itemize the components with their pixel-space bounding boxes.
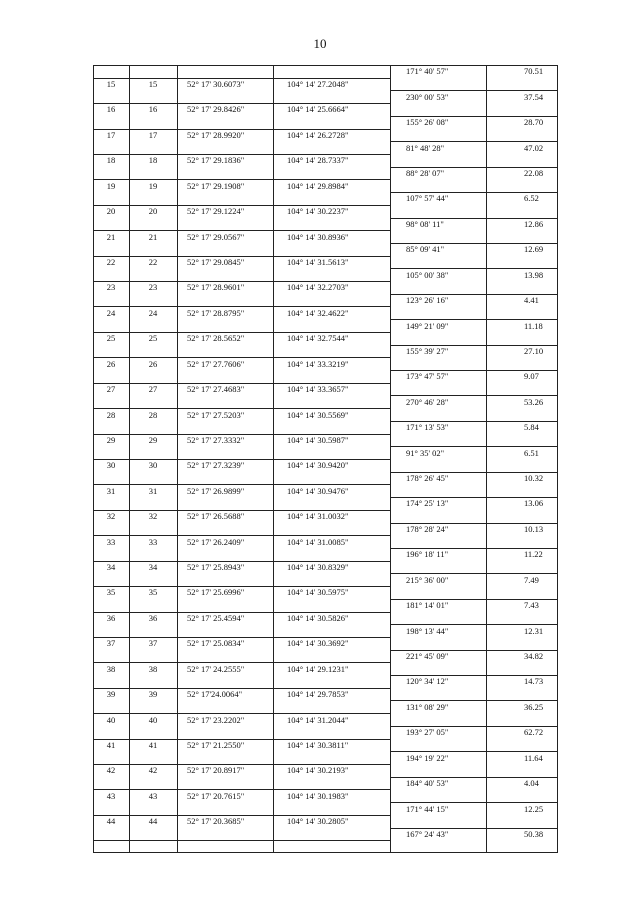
- bearing-cell: 85° 09' 41": [406, 244, 445, 254]
- distance-cell: 53.26: [524, 397, 544, 407]
- latitude-cell: 52° 17' 29.1224": [187, 206, 245, 216]
- latitude-cell: 52° 17' 29.0845": [187, 257, 245, 267]
- latitude-cell: 52° 17' 28.5652": [187, 333, 245, 343]
- latitude-cell: 52° 17' 29.1836": [187, 155, 245, 165]
- table-row-rule: [390, 700, 558, 701]
- point-number-alt: 31: [148, 486, 158, 496]
- longitude-cell: 104° 14' 29.8984": [287, 181, 349, 191]
- longitude-cell: 104° 14' 29.1231": [287, 664, 349, 674]
- table-row-rule: [93, 535, 390, 536]
- point-number: 18: [106, 155, 116, 165]
- distance-cell: 7.43: [524, 600, 539, 610]
- point-number: 15: [106, 79, 116, 89]
- longitude-cell: 104° 14' 31.0032": [287, 511, 349, 521]
- distance-cell: 11.64: [524, 753, 543, 763]
- point-number-alt: 34: [148, 562, 158, 572]
- latitude-cell: 52° 17' 20.8917": [187, 765, 245, 775]
- table-vertical-rule: [486, 65, 487, 853]
- latitude-cell: 52° 17' 29.0567": [187, 232, 245, 242]
- point-number: 40: [106, 715, 116, 725]
- distance-cell: 12.69: [524, 244, 544, 254]
- longitude-cell: 104° 14' 26.2728": [287, 130, 349, 140]
- point-number-alt: 25: [148, 333, 158, 343]
- bearing-cell: 98° 08' 11": [406, 219, 444, 229]
- bearing-cell: 215° 36' 00": [406, 575, 449, 585]
- distance-cell: 37.54: [524, 92, 544, 102]
- bearing-cell: 171° 44' 15": [406, 804, 449, 814]
- point-number-alt: 40: [148, 715, 158, 725]
- longitude-cell: 104° 14' 30.5987": [287, 435, 349, 445]
- table-row-rule: [390, 802, 558, 803]
- table-row-rule: [93, 840, 390, 841]
- table-row-rule: [93, 230, 390, 231]
- longitude-cell: 104° 14' 30.3692": [287, 638, 349, 648]
- point-number-alt: 15: [148, 79, 158, 89]
- point-number-alt: 44: [148, 816, 158, 826]
- point-number: 29: [106, 435, 116, 445]
- point-number-alt: 24: [148, 308, 158, 318]
- point-number-alt: 37: [148, 638, 158, 648]
- point-number-alt: 35: [148, 587, 158, 597]
- point-number: 16: [106, 104, 116, 114]
- bearing-cell: 107° 57' 44": [406, 193, 449, 203]
- point-number: 33: [106, 537, 116, 547]
- longitude-cell: 104° 14' 30.2193": [287, 765, 349, 775]
- point-number-alt: 19: [148, 181, 158, 191]
- latitude-cell: 52° 17' 28.9601": [187, 282, 245, 292]
- distance-cell: 62.72: [524, 727, 544, 737]
- point-number: 20: [106, 206, 116, 216]
- longitude-cell: 104° 14' 30.9420": [287, 460, 349, 470]
- point-number-alt: 21: [148, 232, 158, 242]
- bearing-cell: 105° 00' 38": [406, 270, 449, 280]
- bearing-cell: 167° 24' 43": [406, 829, 449, 839]
- table-top-rule: [93, 65, 558, 66]
- table-row-rule: [390, 141, 558, 142]
- point-number: 26: [106, 359, 116, 369]
- point-number: 35: [106, 587, 116, 597]
- bearing-cell: 184° 40' 53": [406, 778, 449, 788]
- table-row-rule: [390, 624, 558, 625]
- table-vertical-rule: [390, 65, 391, 853]
- latitude-cell: 52° 17' 23.2202": [187, 715, 245, 725]
- page-number: 10: [313, 36, 327, 51]
- bearing-cell: 194° 19' 22": [406, 753, 449, 763]
- latitude-cell: 52° 17' 30.6073": [187, 79, 245, 89]
- latitude-cell: 52° 17' 27.5203": [187, 410, 245, 420]
- distance-cell: 10.32: [524, 473, 544, 483]
- bearing-cell: 131° 08' 29": [406, 702, 449, 712]
- latitude-cell: 52° 17' 29.1908": [187, 181, 245, 191]
- latitude-cell: 52° 17' 24.2555": [187, 664, 245, 674]
- distance-cell: 6.51: [524, 448, 539, 458]
- table-row-rule: [93, 789, 390, 790]
- distance-cell: 50.38: [524, 829, 544, 839]
- distance-cell: 28.70: [524, 117, 544, 127]
- point-number: 44: [106, 816, 116, 826]
- bearing-cell: 155° 39' 27": [406, 346, 449, 356]
- point-number: 38: [106, 664, 116, 674]
- latitude-cell: 52° 17' 20.3685": [187, 816, 245, 826]
- bearing-cell: 181° 14' 01": [406, 600, 449, 610]
- point-number-alt: 28: [148, 410, 158, 420]
- distance-cell: 47.02: [524, 143, 544, 153]
- point-number-alt: 23: [148, 282, 158, 292]
- table-row-rule: [390, 90, 558, 91]
- longitude-cell: 104° 14' 31.5613": [287, 257, 349, 267]
- distance-cell: 4.41: [524, 295, 539, 305]
- table-row-rule: [390, 751, 558, 752]
- table-row-rule: [93, 179, 390, 180]
- bearing-cell: 88° 28' 07": [406, 168, 445, 178]
- point-number: 31: [106, 486, 116, 496]
- point-number: 21: [106, 232, 116, 242]
- longitude-cell: 104° 14' 30.2237": [287, 206, 349, 216]
- bearing-cell: 155° 26' 08": [406, 117, 449, 127]
- latitude-cell: 52° 17' 21.2550": [187, 740, 245, 750]
- table-row-rule: [390, 268, 558, 269]
- distance-cell: 11.18: [524, 321, 543, 331]
- point-number: 19: [106, 181, 116, 191]
- latitude-cell: 52° 17' 20.7615": [187, 791, 245, 801]
- longitude-cell: 104° 14' 33.3657": [287, 384, 349, 394]
- latitude-cell: 52° 17' 27.7606": [187, 359, 245, 369]
- longitude-cell: 104° 14' 25.6664": [287, 104, 349, 114]
- point-number-alt: 27: [148, 384, 158, 394]
- latitude-cell: 52° 17' 27.3239": [187, 460, 245, 470]
- point-number: 22: [106, 257, 116, 267]
- point-number-alt: 36: [148, 613, 158, 623]
- distance-cell: 10.13: [524, 524, 544, 534]
- point-number-alt: 38: [148, 664, 158, 674]
- table-row-rule: [390, 319, 558, 320]
- point-number-alt: 43: [148, 791, 158, 801]
- point-number: 27: [106, 384, 116, 394]
- longitude-cell: 104° 14' 30.8329": [287, 562, 349, 572]
- bearing-cell: 173° 47' 57": [406, 371, 449, 381]
- distance-cell: 27.10: [524, 346, 544, 356]
- latitude-cell: 52° 17' 25.8943": [187, 562, 245, 572]
- latitude-cell: 52° 17' 26.2409": [187, 537, 245, 547]
- point-number: 28: [106, 410, 116, 420]
- distance-cell: 12.25: [524, 804, 544, 814]
- point-number-alt: 42: [148, 765, 158, 775]
- point-number-alt: 32: [148, 511, 158, 521]
- bearing-cell: 171° 13' 53": [406, 422, 449, 432]
- distance-cell: 4.04: [524, 778, 539, 788]
- point-number: 34: [106, 562, 116, 572]
- bearing-cell: 120° 34' 12": [406, 676, 449, 686]
- bearing-cell: 174° 25' 13": [406, 498, 449, 508]
- bearing-cell: 221° 45' 09": [406, 651, 449, 661]
- longitude-cell: 104° 14' 30.2805": [287, 816, 349, 826]
- point-number-alt: 22: [148, 257, 158, 267]
- bearing-cell: 178° 26' 45": [406, 473, 449, 483]
- longitude-cell: 104° 14' 32.7544": [287, 333, 349, 343]
- longitude-cell: 104° 14' 27.2048": [287, 79, 349, 89]
- longitude-cell: 104° 14' 32.4622": [287, 308, 349, 318]
- table-row-rule: [390, 395, 558, 396]
- latitude-cell: 52° 17'24.0064": [187, 689, 243, 699]
- latitude-cell: 52° 17' 28.8795": [187, 308, 245, 318]
- point-number-alt: 33: [148, 537, 158, 547]
- bearing-cell: 178° 28' 24": [406, 524, 449, 534]
- point-number: 25: [106, 333, 116, 343]
- distance-cell: 6.52: [524, 193, 539, 203]
- table-row-rule: [390, 573, 558, 574]
- distance-cell: 12.31: [524, 626, 544, 636]
- latitude-cell: 52° 17' 28.9920": [187, 130, 245, 140]
- distance-cell: 13.98: [524, 270, 544, 280]
- point-number-alt: 26: [148, 359, 158, 369]
- point-number: 42: [106, 765, 116, 775]
- bearing-cell: 198° 13' 44": [406, 626, 449, 636]
- point-number: 41: [106, 740, 116, 750]
- longitude-cell: 104° 14' 30.8936": [287, 232, 349, 242]
- latitude-cell: 52° 17' 25.6996": [187, 587, 245, 597]
- distance-cell: 36.25: [524, 702, 544, 712]
- bearing-cell: 91° 35' 02": [406, 448, 445, 458]
- bearing-cell: 123° 26' 16": [406, 295, 449, 305]
- point-number: 24: [106, 308, 116, 318]
- bearing-cell: 149° 21' 09": [406, 321, 449, 331]
- distance-cell: 12.86: [524, 219, 544, 229]
- distance-cell: 34.82: [524, 651, 544, 661]
- longitude-cell: 104° 14' 29.7853": [287, 689, 349, 699]
- latitude-cell: 52° 17' 27.4683": [187, 384, 245, 394]
- distance-cell: 13.06: [524, 498, 544, 508]
- longitude-cell: 104° 14' 30.5569": [287, 410, 349, 420]
- point-number: 23: [106, 282, 116, 292]
- bearing-cell: 196° 18' 11": [406, 549, 449, 559]
- point-number-alt: 30: [148, 460, 158, 470]
- point-number: 43: [106, 791, 116, 801]
- point-number-alt: 41: [148, 740, 158, 750]
- bearing-cell: 270° 46' 28": [406, 397, 449, 407]
- point-number-alt: 29: [148, 435, 158, 445]
- latitude-cell: 52° 17' 27.3332": [187, 435, 245, 445]
- longitude-cell: 104° 14' 30.9476": [287, 486, 349, 496]
- point-number: 36: [106, 613, 116, 623]
- latitude-cell: 52° 17' 25.4594": [187, 613, 245, 623]
- distance-cell: 7.49: [524, 575, 539, 585]
- distance-cell: 14.73: [524, 676, 544, 686]
- point-number: 39: [106, 689, 116, 699]
- table-row-rule: [93, 484, 390, 485]
- longitude-cell: 104° 14' 30.3811": [287, 740, 349, 750]
- point-number: 30: [106, 460, 116, 470]
- coordinates-table: [93, 65, 558, 853]
- distance-cell: 9.07: [524, 371, 539, 381]
- distance-cell: 11.22: [524, 549, 543, 559]
- distance-cell: 5.84: [524, 422, 539, 432]
- longitude-cell: 104° 14' 30.1983": [287, 791, 349, 801]
- point-number-alt: 17: [148, 130, 158, 140]
- table-row-rule: [390, 446, 558, 447]
- longitude-cell: 104° 14' 28.7337": [287, 155, 349, 165]
- point-number-alt: 20: [148, 206, 158, 216]
- distance-cell: 22.08: [524, 168, 544, 178]
- table-row-rule: [93, 306, 390, 307]
- latitude-cell: 52° 17' 29.8426": [187, 104, 245, 114]
- table-row-rule: [93, 662, 390, 663]
- point-number-alt: 18: [148, 155, 158, 165]
- bearing-cell: 193° 27' 05": [406, 727, 449, 737]
- distance-cell: 70.51: [524, 66, 544, 76]
- latitude-cell: 52° 17' 26.9899": [187, 486, 245, 496]
- point-number: 32: [106, 511, 116, 521]
- latitude-cell: 52° 17' 26.5688": [187, 511, 245, 521]
- bearing-cell: 171° 40' 57": [406, 66, 449, 76]
- point-number-alt: 39: [148, 689, 158, 699]
- longitude-cell: 104° 14' 30.5826": [287, 613, 349, 623]
- point-number: 37: [106, 638, 116, 648]
- longitude-cell: 104° 14' 33.3219": [287, 359, 349, 369]
- point-number: 17: [106, 130, 116, 140]
- longitude-cell: 104° 14' 30.5975": [287, 587, 349, 597]
- longitude-cell: 104° 14' 31.0085": [287, 537, 349, 547]
- table-row-rule: [93, 357, 390, 358]
- longitude-cell: 104° 14' 32.2703": [287, 282, 349, 292]
- point-number-alt: 16: [148, 104, 158, 114]
- bearing-cell: 230° 00' 53": [406, 92, 449, 102]
- longitude-cell: 104° 14' 31.2044": [287, 715, 349, 725]
- latitude-cell: 52° 17' 25.0834": [187, 638, 245, 648]
- table-row-rule: [93, 713, 390, 714]
- table-bottom-rule: [93, 852, 558, 853]
- table-row-rule: [93, 408, 390, 409]
- bearing-cell: 81° 48' 28": [406, 143, 445, 153]
